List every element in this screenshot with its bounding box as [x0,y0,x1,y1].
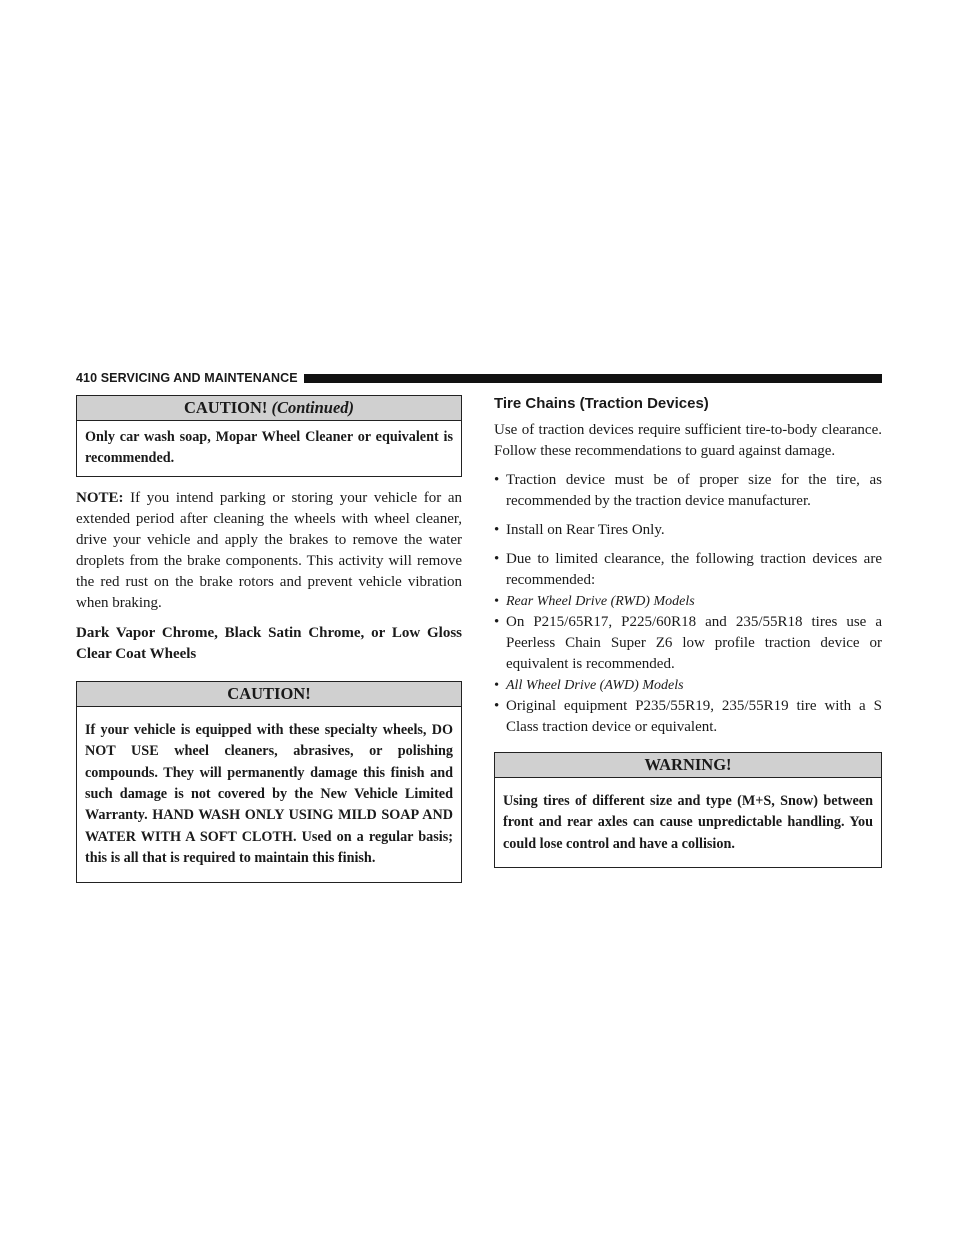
section-name: SERVICING AND MAINTENANCE [100,371,298,385]
caution-continued-title [77,396,461,421]
list-item-text: Install on Rear Tires Only. [506,522,665,538]
right-column [494,395,882,868]
traction-bullet-list [494,470,882,738]
list-item [494,612,882,675]
list-item [494,696,882,738]
bullet-icon: • [494,551,500,567]
page-number: 410 [76,371,98,385]
bullet-icon: • [494,614,500,630]
caution-continued-body: Only car wash soap, Mopar Wheel Cleaner or equivalent is recommended. [85,429,453,467]
tire-chains-intro: Use of traction devices require sufficient tire-to-body clearance. Follow these recommendations to guard against damage. [494,422,882,459]
caution-title: CAUTION! [77,682,461,707]
list-item [494,675,882,696]
bullet-icon: • [494,678,499,693]
list-item-text: On P215/65R17, P225/60R18 and 235/55R18 tires use a Peerless Chain Super Z6 low profile traction device or equivalent is recommended. [506,614,882,672]
caution-continued-box [76,395,462,477]
list-item-text: Original equipment P235/55R19, 235/55R19 tire with a S Class traction device or equivalent. [506,698,882,735]
note-paragraph [76,488,462,614]
caution-label: CAUTION! [183,398,268,417]
list-item-text: Due to limited clearance, the following traction devices are recommended: [506,551,882,588]
list-item [494,520,882,541]
bullet-icon: • [494,594,499,609]
list-item [494,549,882,591]
warning-box [494,752,882,868]
list-item [494,470,882,512]
wheels-subheading: Dark Vapor Chrome, Black Satin Chrome, or Low Gloss Clear Coat Wheels [76,624,462,662]
page-header-text [76,371,304,385]
bullet-icon: • [494,472,500,488]
caution-box [76,681,462,883]
page-header [76,370,882,386]
note-text: If you intend parking or storing your vehicle for an extended period after cleaning the wheels with wheel cleaner, drive your vehicle and apply the brakes to remove the water droplets from the brake components. This activity will remove the red rust on the brake rotors and prevent vehicle vibration when braking. [76,489,462,611]
list-item-text: All Wheel Drive (AWD) Models [506,678,684,693]
bullet-icon: • [494,522,500,538]
warning-body: Using tires of different size and type (M+S, Snow) between front and rear axles can cause unpredictable handling. You could lose control and have a collision. [503,793,873,852]
caution-body: If your vehicle is equipped with these specialty wheels, DO NOT USE wheel cleaners, abrasives, or polishing compounds. They will permanently damage this finish and such damage is not covered by the New Vehicle Limited Warranty. HAND WASH ONLY USING MILD SOAP AND WATER WITH A SOFT CLOTH. Used on a regular basis; this is all that is required to maintain this finish. [85,721,453,867]
list-item-text: Rear Wheel Drive (RWD) Models [506,594,695,609]
continued-label: (Continued) [271,398,355,417]
warning-title: WARNING! [495,753,881,778]
left-column [76,395,462,883]
list-item [494,591,882,612]
list-item-text: Traction device must be of proper size for the tire, as recommended by the traction device manufacturer. [506,472,882,509]
bullet-icon: • [494,698,500,714]
tire-chains-title: Tire Chains (Traction Devices) [494,395,709,412]
note-label: NOTE: [76,489,124,506]
header-rule [304,374,882,383]
